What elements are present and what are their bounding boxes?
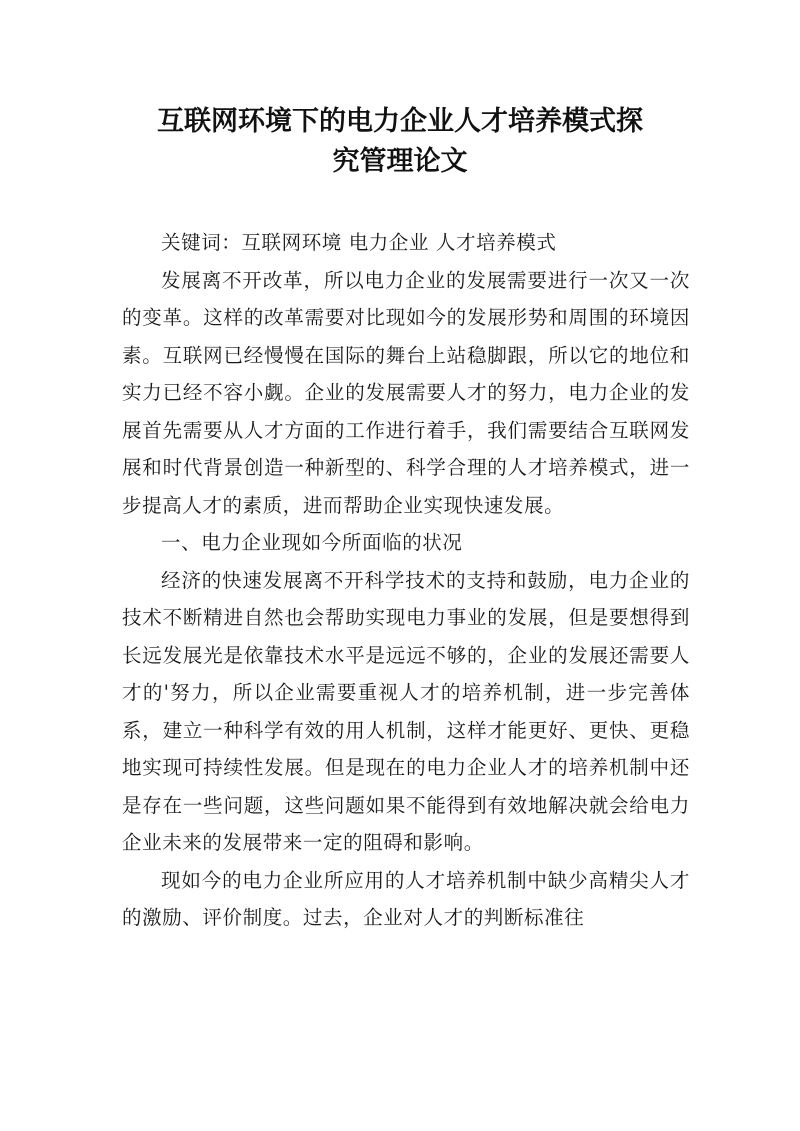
paragraph-mechanism: 现如今的电力企业所应用的人才培养机制中缺少高精尖人才的激励、评价制度。过去，企业对人才的判断标准往 bbox=[122, 868, 690, 929]
document-title-line-1: 互联网环境下的电力企业人才培养模式探 bbox=[157, 106, 643, 137]
paragraph-intro: 发展离不开改革，所以电力企业的发展需要进行一次又一次的变革。这样的改革需要对比现如今的发展形势和周围的环境因素。互联网已经慢慢在国际的舞台上站稳脚跟，所以它的地位和实力已经不容小觑。企业的发展需要人才的努力，电力企业的发展首先需要从人才方面的工作进行着手，我们需要结合互联网发展和时代背景创造一种新型的、科学合理的人才培养模式，进一步提高人才的素质，进而帮助企业实现快速发展。 bbox=[122, 268, 690, 517]
keywords-line: 关键词：互联网环境 电力企业 人才培养模式 bbox=[161, 231, 557, 254]
document-body bbox=[122, 224, 690, 937]
paragraph-section-1: 经济的快速发展离不开科学技术的支持和鼓励，电力企业的技术不断精进自然也会帮助实现电力事业的发展，但是要想得到长远发展光是依靠技术水平是远远不够的，企业的发展还需要人才的'努力，所以企业需要重视人才的培养机制，进一步完善体系，建立一种科学有效的用人机制，这样才能更好、更快、更稳地实现可持续性发展。但是现在的电力企业人才的培养机制中还是存在一些问题，这些问题如果不能得到有效地解决就会给电力企业未来的发展带来一定的阻碍和影响。 bbox=[122, 568, 690, 854]
section-heading-1: 一、电力企业现如今所面临的状况 bbox=[161, 531, 463, 554]
document-title-line-2: 究管理论文 bbox=[332, 146, 468, 177]
